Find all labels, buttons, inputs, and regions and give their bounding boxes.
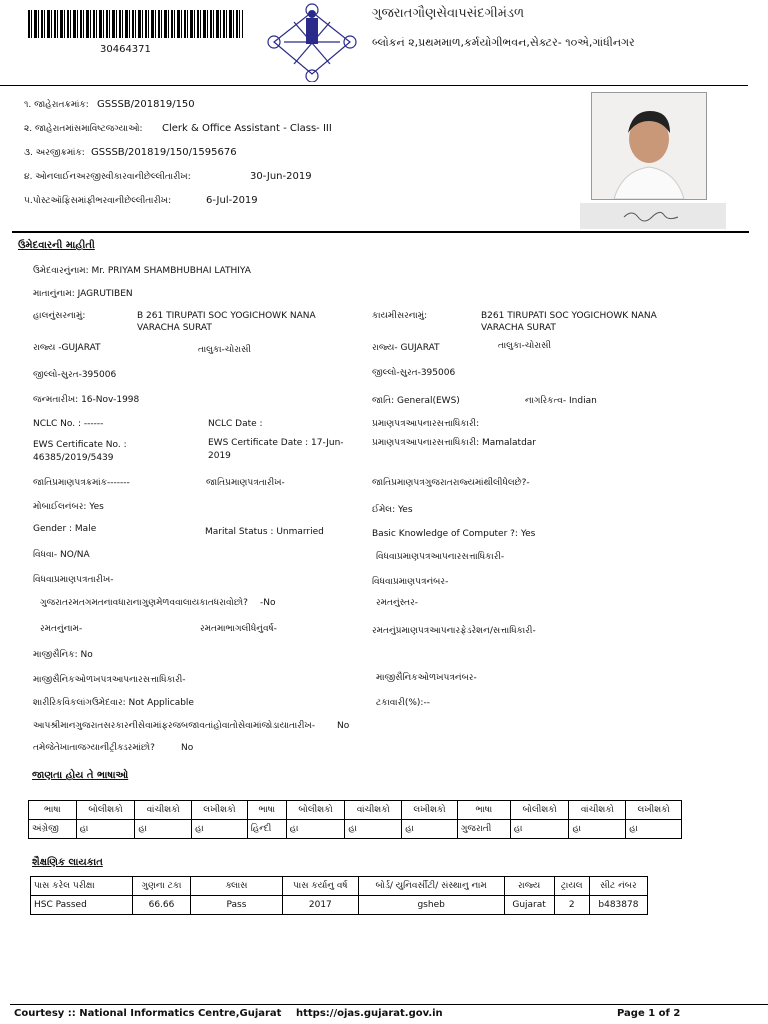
languages-table <box>28 800 682 839</box>
table-cell: Pass <box>190 896 282 915</box>
table-cell: હા <box>626 820 682 839</box>
widow-certificate-number: વિધવાપ્રમાણપત્રનંબર- <box>372 577 449 587</box>
table-cell: હા <box>192 820 248 839</box>
sport-year: રમતમાભાગલીધેનુંવર્ષ- <box>200 624 277 634</box>
table-cell: હા <box>76 820 135 839</box>
fee-date-label: ૫.પોસ્ટઑફિસમાંફીભરવાનીછેલ્લીતારીખ: <box>24 196 172 206</box>
languages-section-title: જાણતા હોય તે ભાષાઓ <box>32 770 129 781</box>
govt-service-answer: No <box>337 721 350 731</box>
table-cell: 2 <box>554 896 589 915</box>
current-address-line2: VARACHA SURAT <box>137 323 212 333</box>
table-header-cell: ટ્રાયલ <box>554 877 589 896</box>
table-header-cell: ગુણના ટકા <box>133 877 191 896</box>
table-cell: હા <box>569 820 626 839</box>
date-of-birth: જન્મતારીખ: 16-Nov-1998 <box>33 395 140 405</box>
education-table <box>30 876 648 915</box>
sport-level: રમતનુંસ્તર- <box>376 598 419 608</box>
candidate-section-title: ઉમેદવારની માહીતી <box>18 240 95 251</box>
table-cell: હિન્દી <box>247 820 286 839</box>
mobile-number: મોબાઈલનંબર: Yes <box>33 502 104 512</box>
table-header-cell: બોલીશકો <box>510 801 569 820</box>
header-divider <box>0 85 748 86</box>
footer-website-link[interactable]: https://ojas.gujarat.gov.in <box>296 1008 443 1019</box>
district-right: જીલ્લો-સુરત-395006 <box>372 368 456 378</box>
signature-icon <box>580 203 726 229</box>
table-header-cell: ભાષા <box>247 801 286 820</box>
adv-no-label: ૧. જાહેરાતક્રમાંક: <box>24 100 89 110</box>
sports-answer: -No <box>260 598 276 608</box>
table-cell: HSC Passed <box>31 896 133 915</box>
barcode <box>28 10 243 38</box>
app-no-value: GSSSB/201819/150/1595676 <box>91 147 237 158</box>
dismissal-question: તમેજેતેખાતાજગ્યાનીટ્રીક્ડરમાંછો? <box>33 743 155 753</box>
marital-status: Marital Status : Unmarried <box>205 527 324 537</box>
caste-certificate-number: જાતિપ્રમાણપત્રક્રમાંક------- <box>33 478 130 488</box>
ews-date-label: EWS Certificate Date : 17-Jun- <box>208 438 344 448</box>
table-cell: હા <box>345 820 402 839</box>
ews-authority: પ્રમાણપત્રઆપનારસત્તાધિકારી: Mamalatdar <box>372 438 536 448</box>
gender: Gender : Male <box>33 524 97 534</box>
table-cell: હા <box>286 820 345 839</box>
table-header-cell: લખીશકો <box>402 801 458 820</box>
table-row <box>31 896 648 915</box>
ex-serviceman: માજીસૈનિક: No <box>33 650 93 660</box>
table-cell: Gujarat <box>504 896 554 915</box>
ews-number-value: 46385/2019/5439 <box>33 453 114 463</box>
email: ઈમેલ: Yes <box>372 505 413 515</box>
table-cell: gsheb <box>358 896 504 915</box>
org-address: બ્લોકનં ૨,પ્રથમમાળ,કર્મયોગીભવન,સેક્ટર- ૧૦એ,ગાંધીનગર <box>372 36 635 49</box>
govt-service-question: આપશ્રીમાનગુજરાતસરકારનીસેવામાંફરજબજાવતાંહોવાતોસેવામાંજોડાયાતારીખ- <box>33 721 316 731</box>
table-cell: 66.66 <box>133 896 191 915</box>
table-header-cell: લખીશકો <box>192 801 248 820</box>
table-cell: અંગ્રેજી <box>29 820 77 839</box>
district-left: જીલ્લો-સુરત-395006 <box>33 370 117 380</box>
state-right: રાજ્ય- GUJARAT <box>372 343 440 353</box>
caste-certificate-question: જાતિપ્રમાણપત્રગુજરાતરાજ્યમાંથીલીધેલછે?- <box>372 478 530 488</box>
table-header-cell: પાસ કર્યાનુ વર્ષ <box>282 877 358 896</box>
table-header-cell: રાજ્ય <box>504 877 554 896</box>
candidate-name: ઉમેદવારનુંનામ: Mr. PRIYAM SHAMBHUBHAI LATHIYA <box>33 266 251 276</box>
disability-percentage: ટકાવારી(%):-- <box>376 698 430 708</box>
mother-name: માતાનુંનામ: JAGRUTIBEN <box>33 289 133 299</box>
table-cell: હા <box>510 820 569 839</box>
certificate-authority: પ્રમાણપત્રઆપનારસત્તાધિકારી: <box>372 419 480 429</box>
state-left: રાજ્ય -GUJARAT <box>33 343 101 353</box>
table-cell: હા <box>135 820 192 839</box>
nclc-number: NCLC No. : ------ <box>33 419 104 429</box>
nationality: નાગરિકત્વ- Indian <box>525 396 597 406</box>
table-header-cell: સીટ નંબર <box>589 877 647 896</box>
table-cell: b483878 <box>589 896 647 915</box>
widow-certificate-date: વિધવાપ્રમાણપત્રતારીખ- <box>33 575 114 585</box>
permanent-address-label: કાયમીસરનામું: <box>372 311 428 321</box>
section-divider <box>12 231 749 233</box>
table-header-cell: ભાષા <box>457 801 510 820</box>
ex-serviceman-authority: માજીસૈનિકઓળખપત્રઆપનારસત્તાધિકારી- <box>33 675 186 685</box>
table-header-cell: વાંચીશકો <box>135 801 192 820</box>
table-header-cell: ક્લાસ <box>190 877 282 896</box>
footer-courtesy: Courtesy :: National Informatics Centre,Gujarat <box>14 1008 282 1019</box>
computer-knowledge: Basic Knowledge of Computer ?: Yes <box>372 529 536 539</box>
table-header-cell: વાંચીશકો <box>345 801 402 820</box>
disability: શારીરિકવિકલાંગઉમેદવાર: Not Applicable <box>33 698 194 708</box>
dismissal-answer: No <box>181 743 194 753</box>
taluka-left: તાલુકા-ચોરાસી <box>198 345 251 355</box>
table-header-row <box>31 877 648 896</box>
last-date-value: 30-Jun-2019 <box>250 171 312 182</box>
ews-number-label: EWS Certificate No. : <box>33 440 127 450</box>
table-header-cell: વાંચીશકો <box>569 801 626 820</box>
org-name: ગુજરાતગૌણસેવાપસંદગીમંડળ <box>372 6 525 21</box>
footer-divider <box>10 1004 768 1005</box>
permanent-address-line1: B261 TIRUPATI SOC YOGICHOWK NANA <box>481 311 657 321</box>
widow-certificate-authority: વિધવાપ્રમાણપત્રઆપનારસત્તાધિકારી- <box>376 552 505 562</box>
nclc-date: NCLC Date : <box>208 419 263 429</box>
table-cell: હા <box>402 820 458 839</box>
taluka-right: તાલુકા-ચોરાસી <box>498 341 551 351</box>
widow-status: વિધવા- NO/NA <box>33 550 90 560</box>
barcode-number: 30464371 <box>100 44 151 55</box>
permanent-address-line2: VARACHA SURAT <box>481 323 556 333</box>
post-label: ૨. જાહેરાતમાંસમાવિષ્ટજગ્યાઓ: <box>24 124 143 134</box>
ews-date-value: 2019 <box>208 451 231 461</box>
table-header-cell: ભાષા <box>29 801 77 820</box>
sport-name: રમતનુંનામ- <box>40 624 83 634</box>
education-section-title: શૈક્ષણિક લાયકાત <box>32 857 103 868</box>
table-row <box>29 820 682 839</box>
ex-serviceman-id-number: માજીસૈનિકઓળખપત્રનંબર- <box>376 673 477 683</box>
table-cell: 2017 <box>282 896 358 915</box>
footer-page-number: Page 1 of 2 <box>617 1008 681 1019</box>
caste-certificate-date: જાતિપ્રમાણપત્રતારીખ- <box>206 478 285 488</box>
sport-certificate-authority: રમતનુંપ્રમાણપત્રઆપનારફેડરેશન/સત્તાધિકારી- <box>372 626 536 636</box>
gsssb-logo-icon <box>264 2 360 82</box>
post-value: Clerk & Office Assistant - Class- III <box>162 123 332 134</box>
person-photo-icon <box>592 93 706 199</box>
table-header-cell: લખીશકો <box>626 801 682 820</box>
table-header-cell: બોલીશકો <box>76 801 135 820</box>
current-address-line1: B 261 TIRUPATI SOC YOGICHOWK NANA <box>137 311 316 321</box>
app-no-label: ૩. અરજીક્રમાંક: <box>24 148 85 158</box>
current-address-label: હાલનુંસરનામું: <box>33 311 86 321</box>
table-header-cell: બોલીશકો <box>286 801 345 820</box>
candidate-photo <box>591 92 707 200</box>
table-cell: ગુજરાતી <box>457 820 510 839</box>
adv-no-value: GSSSB/201819/150 <box>97 99 195 110</box>
sports-question: ગુજરાતરમતગમતનાવધારાનાગુણમેળવવાલાયકાતધરાવોછો? <box>40 598 248 608</box>
table-header-row <box>29 801 682 820</box>
caste: જાતિ: General(EWS) <box>372 396 460 406</box>
fee-date-value: 6-Jul-2019 <box>206 195 258 206</box>
table-header-cell: બોર્ડ/ યુનિવર્સીટી/ સંસ્થાનુ નામ <box>358 877 504 896</box>
last-date-label: ૪. ઓનલાઈનઅરજીસ્વીકારવાનીછેલ્લીતારીખ: <box>24 172 191 182</box>
candidate-signature <box>580 203 726 229</box>
table-header-cell: પાસ કરેલ પરીક્ષા <box>31 877 133 896</box>
